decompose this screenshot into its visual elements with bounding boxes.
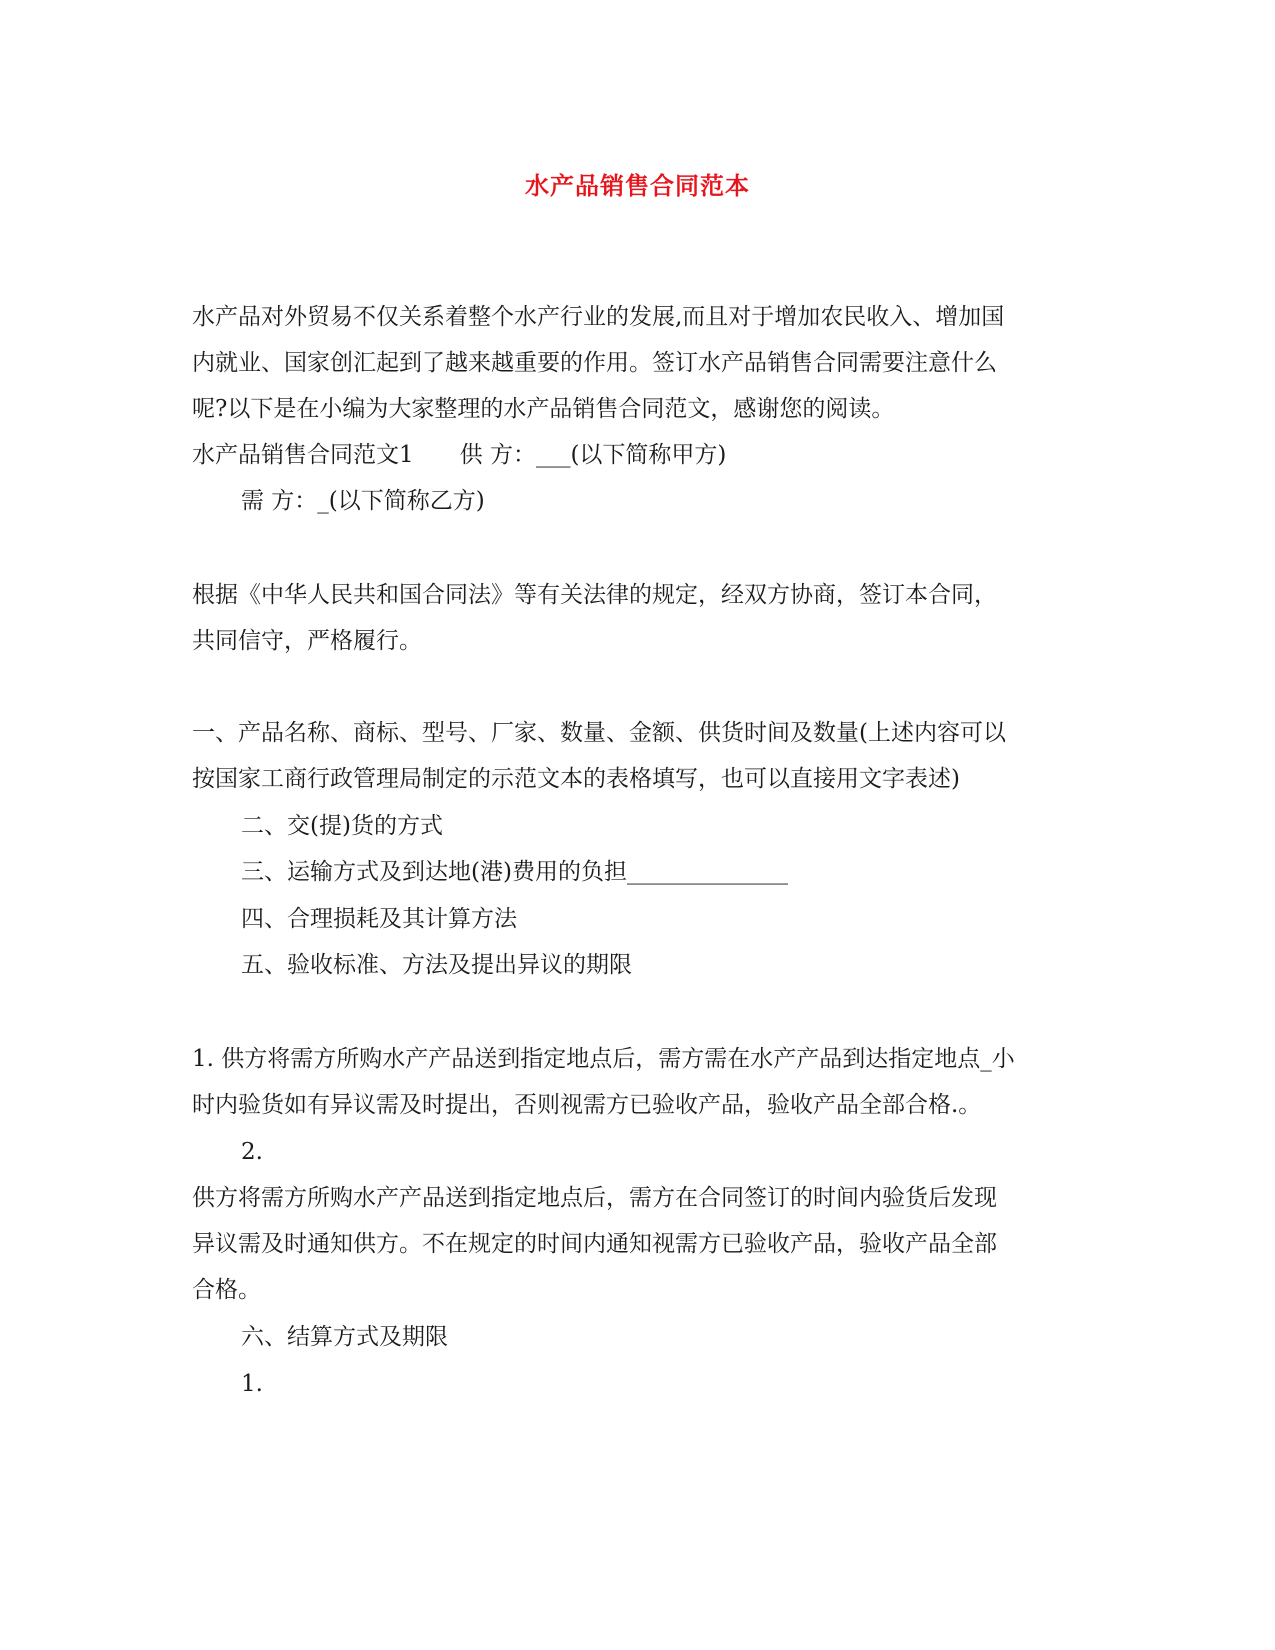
section-heading: 六、结算方式及期限 bbox=[241, 1324, 448, 1350]
paragraph-line: 合格。 bbox=[192, 1277, 261, 1303]
paragraph-line: 呢?以下是在小编为大家整理的水产品销售合同范文，感谢您的阅读。 bbox=[192, 396, 895, 422]
section-heading: 四、合理损耗及其计算方法 bbox=[241, 906, 517, 932]
paragraph-line: 内就业、国家创汇起到了越来越重要的作用。签订水产品销售合同需要注意什么 bbox=[192, 350, 997, 376]
document-title: 水产品销售合同范本 bbox=[525, 171, 750, 200]
paragraph-line: 按国家工商行政管理局制定的示范文本的表格填写，也可以直接用文字表述) bbox=[192, 766, 960, 792]
paragraph-line: 时内验货如有异议需及时提出，否则视需方已验收产品，验收产品全部合格.。 bbox=[192, 1092, 982, 1118]
paragraph-line: 1. 供方将需方所购水产产品送到指定地点后，需方需在水产产品到达指定地点_小 bbox=[192, 1046, 1015, 1072]
section-heading: 五、验收标准、方法及提出异议的期限 bbox=[241, 952, 632, 978]
paragraph-line: 需 方：_(以下简称乙方) bbox=[241, 488, 485, 514]
paragraph-line: 异议需及时通知供方。不在规定的时间内通知视需方已验收产品，验收产品全部 bbox=[192, 1231, 997, 1257]
paragraph-line: 根据《中华人民共和国合同法》等有关法律的规定，经双方协商，签订本合同， bbox=[192, 582, 997, 608]
list-number: 1. bbox=[241, 1371, 263, 1397]
paragraph-line: 水产品销售合同范文1 供 方：___(以下简称甲方) bbox=[192, 442, 727, 468]
list-number: 2. bbox=[241, 1139, 263, 1165]
paragraph-line: 一、产品名称、商标、型号、厂家、数量、金额、供货时间及数量(上述内容可以 bbox=[192, 720, 1006, 746]
paragraph-line: 水产品对外贸易不仅关系着整个水产行业的发展,而且对于增加农民收入、增加国 bbox=[192, 304, 1005, 330]
section-heading: 二、交(提)货的方式 bbox=[241, 813, 443, 839]
section-heading: 三、运输方式及到达地(港)费用的负担______________ bbox=[241, 859, 788, 885]
paragraph-line: 供方将需方所购水产产品送到指定地点后，需方在合同签订的时间内验货后发现 bbox=[192, 1185, 997, 1211]
paragraph-line: 共同信守，严格履行。 bbox=[192, 628, 422, 654]
